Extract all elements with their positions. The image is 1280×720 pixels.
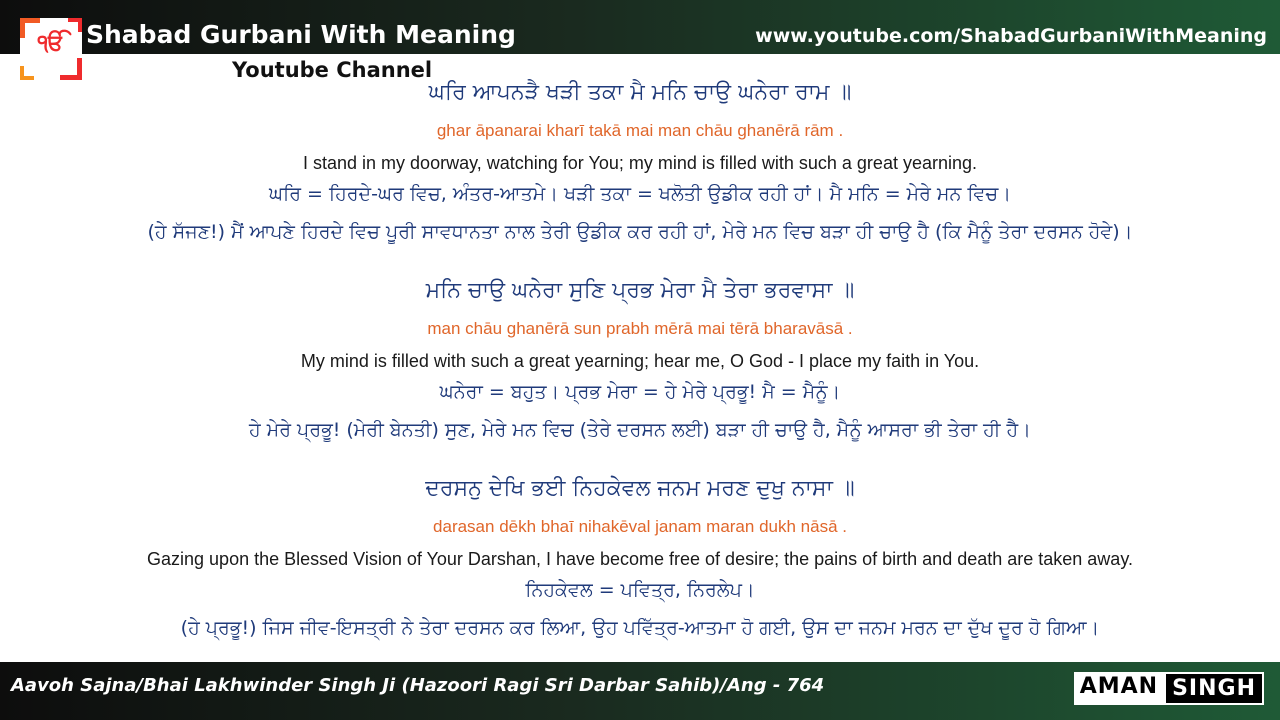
verse-gurmukhi: ਮਨਿ ਚਾਉ ਘਨੇਰਾ ਸੁਣਿ ਪ੍ਰਭ ਮੇਰਾ ਮੈ ਤੇਰਾ ਭਰਵਾਸਾ ॥ [425, 278, 855, 303]
signature-first-name: AMAN [1074, 672, 1164, 705]
shabad-credit-footer: Aavoh Sajna/Bhai Lakhwinder Singh Ji (Hazoori Ragi Sri Darbar Sahib)/Ang - 764 [11, 675, 825, 696]
verse-english-translation: My mind is filled with such a great yearning; hear me, O God - I place my faith in You. [300, 351, 980, 371]
verse-punjabi-explanation: ਹੇ ਮੇਰੇ ਪ੍ਰਭੂ! (ਮੇਰੀ ਬੇਨਤੀ) ਸੁਣ, ਮੇਰੇ ਮਨ ਵਿਚ (ਤੇਰੇ ਦਰਸਨ ਲਈ) ਬੜਾ ਹੀ ਚਾਉ ਹੈ, ਮੈਨੂੰ ਆਸਰਾ ਭੀ ਤੇਰਾ ਹੀ ਹੈ। [249, 419, 1031, 441]
verse-punjabi-explanation: (ਹੇ ਪ੍ਰਭੂ!) ਜਿਸ ਜੀਵ-ਇਸਤ੍ਰੀ ਨੇ ਤੇਰਾ ਦਰਸਨ ਕਰ ਲਿਆ, ਉਹ ਪਵਿੱਤ੍ਰ-ਆਤਮਾ ਹੋ ਗਈ, ਉਸ ਦਾ ਜਨਮ ਮਰਨ ਦਾ ਦੁੱਖ ਦੂਰ ਹੋ ਗਿਆ। [180, 617, 1100, 639]
verse-gurmukhi: ਘਰਿ ਆਪਨੜੈ ਖੜੀ ਤਕਾ ਮੈ ਮਨਿ ਚਾਉ ਘਨੇਰਾ ਰਾਮ ॥ [428, 80, 852, 105]
verse-punjabi-explanation: (ਹੇ ਸੱਜਣ!) ਮੈਂ ਆਪਣੇ ਹਿਰਦੇ ਵਿਚ ਪੂਰੀ ਸਾਵਧਾਨਤਾ ਨਾਲ ਤੇਰੀ ਉਡੀਕ ਕਰ ਰਹੀ ਹਾਂ, ਮੇਰੇ ਮਨ ਵਿਚ ਬੜਾ ਹੀ ਚਾਉ ਹੈ (ਕਿ ਮੈਨੂੰ ਤੇਰਾ ਦਰਸਨ ਹੋਵੇ)। [147, 221, 1133, 243]
ik-onkar-logo-icon: ੴ [20, 18, 82, 80]
verse-block-3 [0, 470, 1280, 648]
channel-subtitle: Youtube Channel [232, 58, 433, 82]
bottom-banner [0, 662, 1280, 720]
verse-transliteration: man chāu ghanērā sun prabh mērā mai tērā bharavāsā . [427, 319, 853, 338]
verse-block-1 [0, 74, 1280, 252]
channel-brand-title: Shabad Gurbani With Meaning [86, 20, 516, 49]
channel-url[interactable]: www.youtube.com/ShabadGurbaniWithMeaning [755, 25, 1267, 47]
verse-transliteration: ghar āpanarai kharī takā mai man chāu ghanērā rām . [436, 121, 844, 140]
top-banner [0, 0, 1280, 54]
verse-word-meanings: ਘਰਿ = ਹਿਰਦੇ-ਘਰ ਵਿਚ, ਅੰਤਰ-ਆਤਮੇ। ਖੜੀ ਤਕਾ = ਖਲੋਤੀ ਉਡੀਕ ਰਹੀ ਹਾਂ। ਮੈ ਮਨਿ = ਮੇਰੇ ਮਨ ਵਿਚ। [268, 183, 1012, 205]
shabad-content [0, 74, 1280, 648]
signature-last-name: SINGH [1164, 672, 1264, 705]
verse-word-meanings: ਘਨੇਰਾ = ਬਹੁਤ। ਪ੍ਰਭ ਮੇਰਾ = ਹੇ ਮੇਰੇ ਪ੍ਰਭੂ! ਮੈ = ਮੈਨੂੰ। [439, 381, 841, 403]
verse-english-translation: I stand in my doorway, watching for You; my mind is filled with such a great yearning. [303, 153, 977, 173]
verse-english-translation: Gazing upon the Blessed Vision of Your Darshan, I have become free of desire; the pains of birth and death are taken away. [147, 549, 1133, 569]
verse-gurmukhi: ਦਰਸਨੁ ਦੇਖਿ ਭਈ ਨਿਹਕੇਵਲ ਜਨਮ ਮਰਣ ਦੁਖੁ ਨਾਸਾ ॥ [425, 476, 855, 501]
verse-word-meanings: ਨਿਹਕੇਵਲ = ਪਵਿਤ੍ਰ, ਨਿਰਲੇਪ। [525, 579, 755, 601]
verse-block-2 [0, 272, 1280, 450]
creator-signature-logo [1074, 672, 1264, 705]
verse-transliteration: darasan dēkh bhaī nihakēval janam maran dukh nāsā . [433, 517, 847, 536]
